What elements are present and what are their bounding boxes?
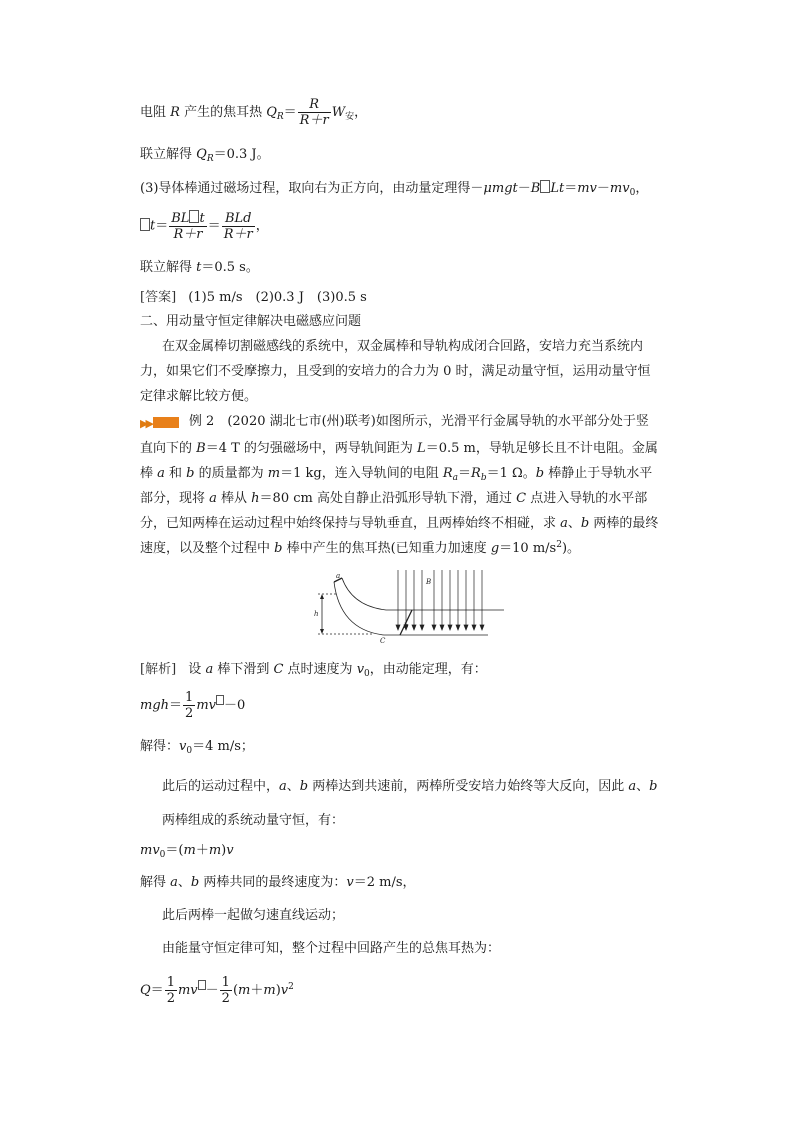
label-B: B	[426, 578, 432, 586]
text: ＝	[458, 466, 472, 481]
frac-num: BL	[171, 211, 190, 226]
var: μmgt	[483, 181, 518, 196]
label-a: a	[336, 572, 341, 580]
text: －	[205, 983, 219, 998]
v0-result-line	[140, 738, 254, 756]
var: m	[208, 843, 222, 858]
text: ＝1 kg，连入导轨间的电阻	[280, 466, 443, 481]
equals: ＝	[564, 181, 578, 196]
qr-result-line	[140, 146, 270, 164]
equals: ＝	[283, 105, 297, 120]
frac-num: BLd	[224, 210, 252, 226]
momentum-theorem-line	[140, 180, 648, 198]
var: b	[535, 466, 545, 481]
text: ＋	[250, 983, 264, 998]
fraction	[220, 975, 232, 1006]
text: ＋	[195, 843, 209, 858]
subscript: R	[276, 112, 284, 122]
subscript: 0	[186, 746, 193, 756]
text: 两棒共同的最终速度为：	[199, 875, 347, 890]
text: 点时速度为	[283, 662, 357, 677]
text: (	[232, 983, 239, 998]
text: ＝80 cm 高处自静止沿弧形导轨下滑，通过	[259, 491, 517, 506]
var: b	[299, 779, 309, 794]
var: mv	[609, 181, 630, 196]
text: (3)导体棒通过磁场过程，取向右为正方向，由动量定理得－	[140, 181, 484, 196]
var-W: W	[331, 105, 346, 120]
text: 、	[636, 779, 650, 794]
text: ，	[635, 181, 649, 196]
section-paragraph: 在双金属棒切割磁感线的系统中，双金属棒和导轨构成闭合回路，安培力充当系统内力，如果它们不受摩擦力，且受到的安培力的合力为 0 时，满足动量守恒，运用动量守恒定律求解比较方便。	[140, 339, 651, 404]
frac-num: R	[309, 97, 320, 112]
text: 、	[286, 779, 300, 794]
var: m	[267, 466, 281, 481]
var: a	[205, 662, 214, 677]
var: a	[628, 779, 637, 794]
energy-equation	[140, 690, 245, 721]
final-velocity-line	[140, 874, 416, 892]
var: a	[560, 516, 568, 531]
rail-magnetic-field-figure	[312, 568, 504, 644]
text: ，	[255, 218, 269, 234]
var-Q: Q	[266, 105, 277, 120]
var: b	[649, 779, 658, 794]
equals: ＝	[207, 218, 221, 234]
text: 点进入导轨的水平部分，已知两棒在运动过程中始终保持与导轨垂直，且两棒始终不相碰，求	[140, 491, 648, 531]
fraction	[222, 211, 255, 242]
equals: ＝	[155, 218, 169, 234]
momentum-equation	[140, 842, 234, 860]
missing-glyph-box-icon	[540, 180, 550, 193]
text: 棒从	[216, 491, 252, 506]
text: ＝2 m/s，	[353, 875, 416, 890]
var: b	[274, 541, 283, 556]
frac-den: R＋r	[173, 227, 203, 242]
text: )。	[561, 541, 581, 556]
text: ＝4 m/s；	[192, 739, 254, 754]
frac-num: 1	[221, 975, 230, 990]
var: m	[263, 983, 276, 998]
text: －	[596, 181, 610, 196]
text: )	[221, 843, 227, 858]
var: v	[280, 983, 289, 998]
var-L: L	[550, 181, 559, 196]
var: mgh	[140, 698, 170, 713]
field-arrows	[396, 570, 484, 630]
subscript: 安	[345, 112, 355, 122]
var-R: R	[170, 105, 180, 120]
answer-label: [答案]	[140, 290, 177, 305]
text: ＝0.5 m，导轨足够长且不计电阻。金属棒	[140, 441, 658, 481]
text: 棒中产生的焦耳热(已知重力加速度	[282, 541, 491, 556]
text: 联立解得	[140, 147, 197, 162]
energy-conservation-line: 由能量守恒定律可知，整个过程中回路产生的总焦耳热为：	[162, 941, 501, 956]
t-result-line	[140, 259, 259, 277]
text: 两棒的最终速度，以及整个过程中	[140, 516, 659, 556]
var: C	[516, 491, 527, 506]
text: )	[275, 983, 281, 998]
frac-num: 1	[166, 975, 175, 990]
var: b	[186, 466, 195, 481]
var-Q: Q	[196, 147, 207, 162]
label-b: b	[404, 622, 409, 630]
var: R	[471, 466, 481, 481]
var: L	[417, 441, 426, 456]
text: 解得：	[140, 739, 180, 754]
text: 棒下滑到	[213, 662, 274, 677]
text: ＝10 m/s	[499, 541, 557, 556]
var: b	[190, 875, 200, 890]
text: 、	[567, 516, 581, 531]
solution-label: [解析]	[140, 662, 177, 677]
text: －0	[224, 698, 246, 713]
qr-formula-line	[140, 97, 367, 128]
example-2-paragraph	[140, 409, 660, 561]
missing-glyph-box-icon	[198, 980, 206, 990]
text: ＝(	[165, 843, 184, 858]
var: a	[157, 466, 165, 481]
h-arrow-head-down	[320, 629, 324, 634]
frac-num: 1	[185, 690, 194, 705]
var-t: t	[150, 218, 156, 234]
text: 解得	[140, 875, 171, 890]
var-t: t	[558, 181, 565, 196]
total-heat-equation	[140, 975, 294, 1006]
h-arrow-head-up	[320, 594, 324, 599]
frac-den: R＋r	[299, 113, 329, 128]
frac-den: 2	[166, 991, 175, 1006]
var: b	[580, 516, 590, 531]
missing-glyph-box-icon	[189, 210, 199, 223]
momentum-conservation-paragraph	[162, 770, 660, 838]
var: mv	[577, 181, 597, 196]
text: 两棒组成的系统动量守恒，有：	[162, 813, 345, 828]
text: ，由动能定理，有：	[369, 662, 487, 677]
subscript: 0	[159, 850, 166, 860]
var: m	[183, 843, 196, 858]
var: m	[238, 983, 251, 998]
var: v	[226, 843, 234, 858]
text: 此后的运动过程中，	[162, 779, 280, 794]
label-C: C	[380, 637, 386, 644]
var: mv	[140, 843, 160, 858]
var: v	[346, 875, 354, 890]
text: 电阻	[140, 105, 171, 120]
answer-text: (1)5 m/s (2)0.3 J (3)0.5 s	[188, 290, 367, 305]
equals: ＝	[169, 698, 183, 713]
text: ＝0.5 s。	[201, 260, 259, 275]
subscript: b	[480, 473, 487, 483]
var: a	[209, 491, 217, 506]
label-h: h	[314, 610, 319, 618]
var: R	[442, 466, 453, 481]
solution-line-1	[140, 661, 487, 679]
var: g	[490, 541, 500, 556]
fraction	[183, 690, 195, 721]
text: ，	[354, 105, 368, 120]
subscript: 0	[364, 669, 370, 679]
text: －	[517, 181, 531, 196]
text: 例 2 (2020 湖北七市(州)联考)如图所示，光滑平行金属导轨的水平部分处于竖直向下的	[140, 414, 649, 456]
frac-den: R＋r	[223, 226, 253, 242]
text: 联立解得	[140, 260, 197, 275]
upper-rail	[342, 578, 504, 610]
subscript: a	[452, 473, 459, 483]
subscript: R	[206, 154, 214, 164]
var: a	[279, 779, 287, 794]
uniform-motion-line: 此后两棒一起做匀速直线运动；	[162, 908, 345, 923]
text: 、	[177, 875, 191, 890]
var: mv	[177, 983, 198, 998]
double-arrow-orange-box-icon: ▶▶	[140, 411, 179, 436]
frac-den: 2	[221, 991, 230, 1006]
var: v	[179, 739, 187, 754]
text: 产生的焦耳热	[179, 105, 267, 120]
fraction	[298, 97, 331, 128]
var: v	[356, 662, 365, 677]
superscript: 2	[556, 540, 562, 550]
text: 的质量都为	[194, 466, 268, 481]
answer-line	[140, 289, 367, 307]
equals: ＝	[150, 983, 164, 998]
superscript: 2	[288, 982, 294, 992]
var-B: B	[530, 181, 541, 196]
var: mv	[196, 698, 216, 713]
text: 棒静止于导轨水平部分，现将	[140, 466, 653, 506]
missing-glyph-box-icon	[140, 218, 150, 231]
text: ＝1 Ω。	[486, 466, 536, 481]
section-title: 二、用动量守恒定律解决电磁感应问题	[140, 314, 362, 329]
text: ＝4 T 的匀强磁场中，两导轨间距为	[205, 441, 418, 456]
var-t: t	[196, 260, 202, 275]
text: 两棒达到共速前，两棒所受安培力始终等大反向，因此	[308, 779, 629, 794]
frac-den: 2	[185, 706, 194, 721]
fraction	[169, 210, 206, 242]
time-fraction-line	[140, 210, 269, 242]
var: C	[273, 662, 284, 677]
text: 和	[164, 466, 187, 481]
text: ＝0.3 J。	[213, 147, 270, 162]
frac-num-t: t	[199, 211, 205, 226]
var: B	[196, 441, 206, 456]
fraction	[165, 975, 177, 1006]
var: h	[251, 491, 260, 506]
var: Q	[140, 983, 151, 998]
text: 设	[188, 662, 206, 677]
text-group	[188, 662, 487, 677]
subscript: 0	[629, 188, 636, 198]
var: a	[170, 875, 178, 890]
missing-glyph-box-icon	[216, 695, 224, 705]
